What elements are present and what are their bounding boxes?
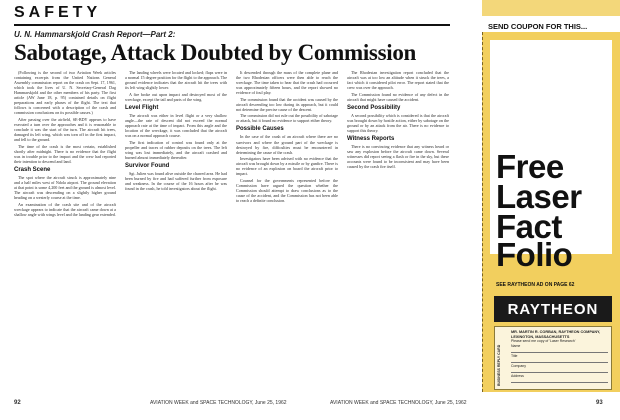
reply-coupon-form[interactable] — [494, 326, 612, 390]
ad-word: Fact — [496, 208, 562, 245]
paragraph: An examination of the crash site and of the aircraft wreckage appears to indicate that the aircraft came down at a shallow angle with wings level and the landing gear extended. — [14, 201, 116, 217]
coupon-line-label: Please send me copy of 'Laser Research' — [511, 339, 576, 344]
section-title: SAFETY — [14, 4, 102, 21]
reply-card-spine: BUSINESS REPLY CARD — [497, 344, 501, 386]
column-4 — [347, 70, 449, 392]
ad-heading: SEND COUPON FOR THIS... — [488, 22, 588, 31]
paragraph: The spot where the aircraft struck is approximately nine and a half miles west of Ndola airport. The ground elevation at that point is some 4,200 feet and the ground is almost level. The aircraft was descending on a slightly higher ground heading on a westerly course at the time. — [14, 174, 116, 201]
coupon-title-field[interactable] — [511, 358, 608, 363]
coupon-line-label: Title — [511, 353, 518, 358]
coupon-address-field[interactable] — [511, 378, 608, 383]
left-page-number: 92 — [14, 400, 21, 406]
survivor-found-heading: Survivor Found — [125, 162, 170, 169]
paragraph: The aircraft was either in level flight or a very shallow angle—the rate of descent did not exceed the normal approach rate at the time of impact. From this angle and the location of the wreckage, it was concluded that the aircraft was on a normal approach course. — [125, 112, 227, 138]
coupon-company-field[interactable] — [511, 368, 608, 373]
right-page-number: 93 — [596, 400, 603, 406]
ad-word: Free — [496, 148, 564, 185]
paragraph: The commission found that the accident was caused by the aircraft descending too low during its approach, but it could not determine the precise cause of the descent. — [236, 96, 338, 112]
article-body — [14, 70, 450, 392]
ad-word: Folio — [496, 236, 573, 273]
possible-causes-heading: Possible Causes — [236, 126, 284, 133]
article-headline: Sabotage, Attack Doubted by Commission — [14, 40, 417, 65]
coupon-line-label: Name — [511, 343, 521, 348]
paragraph: A second possibility which is considered is that the aircraft was brought down by hostile action, either by sabotage on the ground or by an attack from the air. There is no evidence to support this theory. — [347, 112, 449, 133]
ad-word: Laser — [496, 178, 582, 215]
paragraph: Investigators have been advised with no evidence that the aircraft was brought down by a missile or by gunfire. There is no evidence of an explosion on board the aircraft prior to impact. — [236, 156, 338, 177]
paragraph: The Rhodesian investigation report concluded that the aircraft was at too low an altitude when it struck the trees, a fact which it considered pilot error. The report stated that the crew was over the approach. — [347, 70, 449, 91]
paragraph: The first indication of control was found only at the propeller and traces of rubber deposits on the trees. The left wing was lost immediately, and the aircraft crashed and burned almost immediately thereafter. — [125, 139, 227, 160]
raytheon-logo: RAYTHEON — [494, 296, 612, 322]
paragraph: The time of the crash is the most certain, established shortly after midnight. There is no evidence that the flight was in trouble prior to the impact and the crew had reported their intention to descend and land. — [14, 143, 116, 164]
paragraph: There is no convincing evidence that any witness heard or saw any explosion before the aircraft came down. Several witnesses did report seeing a flash or fire in the sky, but these accounts were found to be inconsistent and may have been caused by the crash fire itself. — [347, 143, 449, 170]
paragraph: Counsel for the governments represented before the Commission have argued the question whether the Commission should attempt to draw conclusions as to the cause of the accident, and the Commission has not been able to reach a definite conclusion. — [236, 177, 338, 204]
right-folio: AVIATION WEEK and SPACE TECHNOLOGY, June 25, 1962 — [330, 400, 467, 406]
coupon-address: MR. MARTIN R. CORBAN, RAYTHEON COMPANY, LEXINGTON, MASSACHUSETTS — [511, 330, 601, 339]
article-subhead: U. N. Hammarskjold Crash Report—Part 2: — [14, 30, 176, 39]
ad-top-band — [482, 0, 620, 16]
second-possibility-heading: Second Possibility — [347, 104, 401, 111]
column-3 — [236, 70, 338, 392]
paragraph: It descended through the mass of the complete plane and the two Rhodesian officers were then able to reach the wreckage. The time taken to hear that the crash had occurred was approximately fifteen hours, and the report showed no evidence of foul play. — [236, 70, 338, 96]
section-rule — [14, 24, 450, 26]
see-ad-note: SEE RAYTHEON AD ON PAGE 62 — [496, 282, 575, 288]
column-2 — [125, 70, 227, 392]
paragraph: After passing over the airfield, SE-BDY appears to have executed a turn over the approaches and it is reasonable to conclude it was the start of the turn. The aircraft hit trees, damaged its left wing, which was torn off in the first impact, and fell to the ground. — [14, 116, 116, 143]
coupon-name-field[interactable] — [511, 348, 608, 353]
level-flight-heading: Level Flight — [125, 104, 159, 111]
paragraph: (Following is the second of two Aviation Week articles containing excerpts from the United Nations General Assembly commission report on the crash on Sept. 17, 1961, which took the lives of U. N. Secretary-General Dag Hammarskjold and the other members of his party. The first article (AW June 18, p. 95) contained details on flight preparations and early phases of the flight. The text that follows is concerned with a description of the crash and commission conclusions on its possible causes.) — [14, 70, 116, 116]
paragraph: The landing wheels were located and locked; flaps were in a normal 15 degree position for the flight to the approach. The ground evidence indicates that the aircraft hit the trees with its left wing slightly lower. — [125, 70, 227, 91]
paragraph: Sgt. Julien was found alive outside the charred area. He had been burned by fire and had suffered further from exposure and weakness. In the course of the 16 hours after he was found in the crash, he told investigators about the flight. — [125, 170, 227, 191]
column-1 — [14, 70, 116, 392]
coupon-line-label: Address — [511, 373, 524, 378]
witness-reports-heading: Witness Reports — [347, 135, 395, 142]
paragraph: The commission did not rule out the possibility of sabotage or attack, but it found no evidence to support either theory. — [236, 113, 338, 124]
crash-scene-heading: Crash Scene — [14, 166, 51, 173]
paragraph: The Commission found no evidence of any defect in the aircraft that might have caused the accident. — [347, 91, 449, 102]
left-folio: AVIATION WEEK and SPACE TECHNOLOGY, June 25, 1962 — [150, 400, 287, 406]
paragraph: In the case of the crash of an aircraft where there are no survivors and where the ground part of the wreckage is destroyed by fire, difficulties must be encountered in determining the cause of the crash. — [236, 134, 338, 155]
paragraph: A fire broke out upon impact and destroyed most of the wreckage, except the tail and parts of the wing. — [125, 91, 227, 102]
coupon-line-label: Company — [511, 363, 526, 368]
